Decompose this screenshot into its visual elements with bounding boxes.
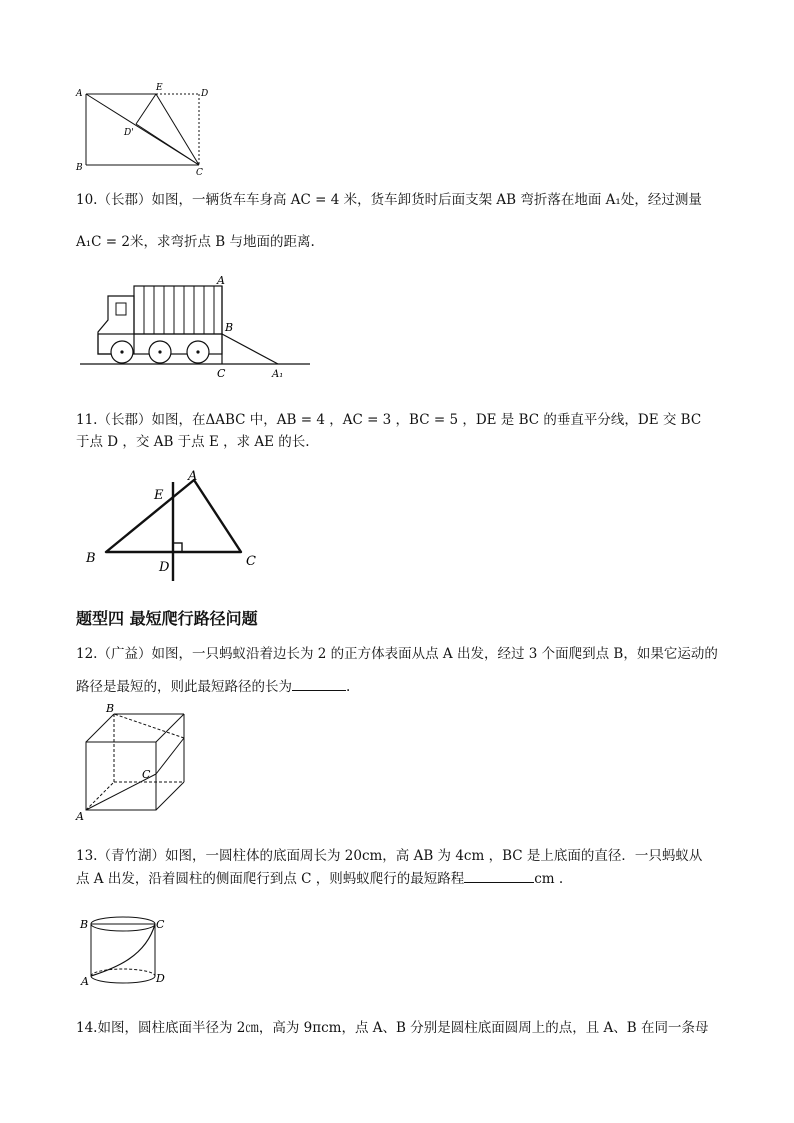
label-B: B [86,551,96,566]
label-C: C [156,918,165,931]
question-10-line1: 10.（长郡）如图，一辆货车车身高 AC = 4 米，货车卸货时后面支架 AB 弯折落在地面 A₁处，经过测量 [76,192,702,208]
label-C: C [217,367,226,380]
question-13-text: 点 A 出发，沿着圆柱的侧面爬行到点 C ，则蚂蚁爬行的最短路程 [76,871,465,887]
question-14-line1: 14.如图，圆柱底面半径为 2㎝，高为 9πcm，点 A、B 分别是圆柱底面圆周上的点，且 A、B 在同一条母 [76,1020,709,1036]
question-13-line2 [76,870,563,887]
label-E: E [156,83,163,93]
answer-blank[interactable] [292,678,346,691]
label-D: D [201,89,209,99]
question-12-text: 路径是最短的，则此最短路径的长为 [76,679,292,695]
figure-triangle-bisector [78,462,268,586]
label-A: A [76,810,84,822]
section-title: 题型四 最短爬行路径问题 [76,609,258,628]
label-C: C [246,554,256,569]
label-B: B [225,321,234,334]
label-A: A [76,89,83,99]
label-B: B [76,163,83,173]
figure-cube [72,700,192,822]
figure-truck [76,270,316,382]
question-12-line2 [76,678,350,695]
question-13-line1: 13.（青竹湖）如图，一圆柱体的底面周长为 20cm，高 AB 为 4cm ，BC 是上底面的直径．一只蚂蚁从 [76,848,703,864]
label-A: A [217,274,225,287]
label-C: C [142,768,151,781]
question-10-line2: A₁C = 2米，求弯折点 B 与地面的距离. [76,234,315,250]
label-D: D [159,560,170,575]
question-11-line2: 于点 D ，交 AB 于点 E ，求 AE 的长. [76,434,310,450]
label-D-prime: D' [124,128,134,138]
question-11-line1: 11.（长郡）如图，在ΔABC 中，AB = 4 ，AC = 3 ，BC = 5 ，DE 是 BC 的垂直平分线，DE 交 BC [76,412,702,428]
question-13-end: cm . [534,871,564,887]
label-A1: A₁ [272,369,284,380]
label-A: A [81,975,89,988]
question-12-end: . [346,679,351,695]
label-D: D [156,972,165,985]
label-A: A [188,469,198,484]
figure-rectangle-fold [70,80,220,180]
figure-cylinder [76,908,176,992]
label-C: C [196,168,203,178]
label-B: B [106,702,115,715]
question-12-line1: 12.（广益）如图，一只蚂蚁沿着边长为 2 的正方体表面从点 A 出发，经过 3 个面爬到点 B，如果它运动的 [76,646,718,662]
label-B: B [80,918,89,931]
label-E: E [154,488,164,503]
answer-blank[interactable] [464,870,534,883]
